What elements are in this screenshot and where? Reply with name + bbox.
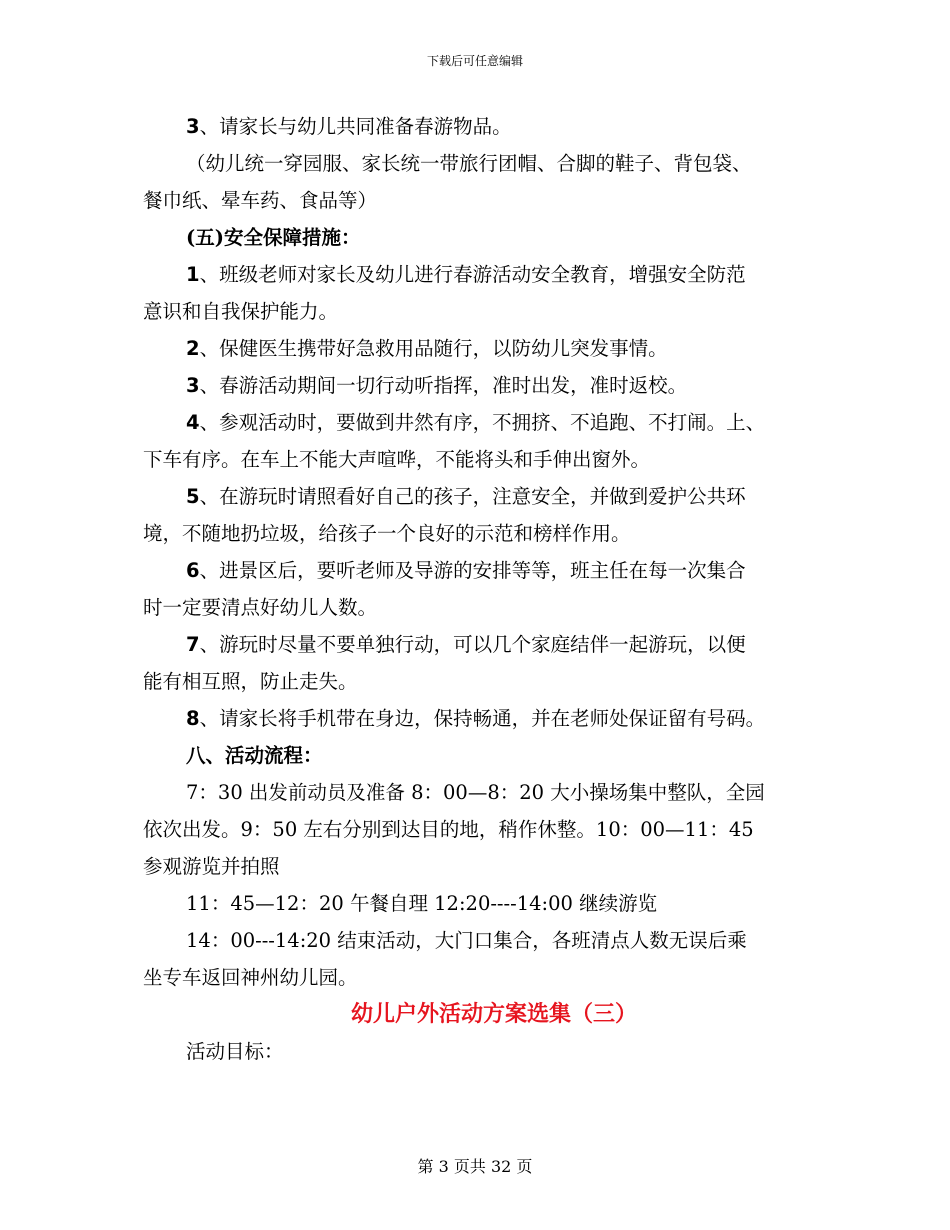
item-text: 、春游活动期间一切行动听指挥，准时出发，准时返校。 — [199, 374, 688, 397]
item-number: 4 — [186, 411, 200, 434]
item-text: 、参观活动时，要做到井然有序，不拥挤、不追跑、不打闹。上、 — [199, 411, 766, 434]
item-text: 、班级老师对家长及幼儿进行春游活动安全教育，增强安全防范 — [199, 263, 746, 286]
item-text: 、保健医生携带好急救用品随行，以防幼儿突发事情。 — [199, 337, 668, 360]
page-header: 下载后可任意编辑 — [426, 54, 523, 68]
item-number: 1 — [186, 263, 200, 286]
chapter-title: 幼儿户外活动方案选集（三） — [350, 1001, 637, 1027]
page-footer: 第 3 页共 32 页 — [417, 1157, 533, 1176]
section-heading: 八、活动流程： — [186, 744, 323, 767]
section-heading: (五)安全保障措施： — [186, 226, 361, 249]
list-item — [143, 626, 823, 663]
schedule-line: 依次出发。9：50 左右分别到达目的地，稍作休整。10：00—11：45 — [143, 818, 754, 841]
list-item — [143, 367, 823, 404]
schedule-line: 坐专车返回神州幼儿园。 — [143, 966, 358, 989]
document-body — [143, 108, 823, 1070]
list-item-continuation: 时一定要清点好幼儿人数。 — [143, 596, 378, 619]
schedule-line: 参观游览并拍照 — [143, 855, 280, 878]
list-item — [143, 478, 823, 515]
list-item — [143, 404, 823, 441]
list-item-continuation: 下车有序。在车上不能大声喧哗，不能将头和手伸出窗外。 — [143, 448, 651, 471]
list-item — [143, 330, 823, 367]
list-item — [143, 700, 823, 737]
item-number: 3 — [186, 374, 200, 397]
item-number: 3 — [186, 115, 200, 138]
item-number: 7 — [186, 633, 200, 656]
list-item-continuation: 境，不随地扔垃圾，给孩子一个良好的示范和榜样作用。 — [143, 522, 631, 545]
schedule-line: 7：30 出发前动员及准备 8：00—8：20 大小操场集中整队，全园 — [186, 781, 765, 804]
schedule-line: 14：00---14:20 结束活动，大门口集合，各班清点人数无误后乘 — [186, 929, 747, 952]
item-number: 6 — [186, 559, 200, 582]
list-item-continuation: 意识和自我保护能力。 — [143, 300, 339, 323]
item-text: 、在游玩时请照看好自己的孩子，注意安全，并做到爱护公共环 — [199, 485, 746, 508]
item-text: 、进景区后，要听老师及导游的安排等等，班主任在每一次集合 — [199, 559, 746, 582]
list-item — [143, 108, 823, 145]
list-item — [143, 552, 823, 589]
schedule-line: 11：45—12：20 午餐自理 12:20----14:00 继续游览 — [186, 892, 658, 915]
subsection-label: 活动目标： — [186, 1040, 284, 1063]
item-number: 2 — [186, 337, 200, 360]
item-number: 8 — [186, 707, 200, 730]
item-text: 、请家长将手机带在身边，保持畅通，并在老师处保证留有号码。 — [199, 707, 766, 730]
item-text: 、游玩时尽量不要单独行动，可以几个家庭结伴一起游玩，以便 — [199, 633, 746, 656]
item-number: 5 — [186, 485, 200, 508]
item-text: 、请家长与幼儿共同准备春游物品。 — [199, 115, 512, 138]
paragraph-line: 餐巾纸、晕车药、食品等） — [143, 189, 378, 212]
list-item — [143, 256, 823, 293]
list-item-continuation: 能有相互照，防止走失。 — [143, 670, 358, 693]
paragraph-line: （幼儿统一穿园服、家长统一带旅行团帽、合脚的鞋子、背包袋、 — [186, 152, 752, 175]
